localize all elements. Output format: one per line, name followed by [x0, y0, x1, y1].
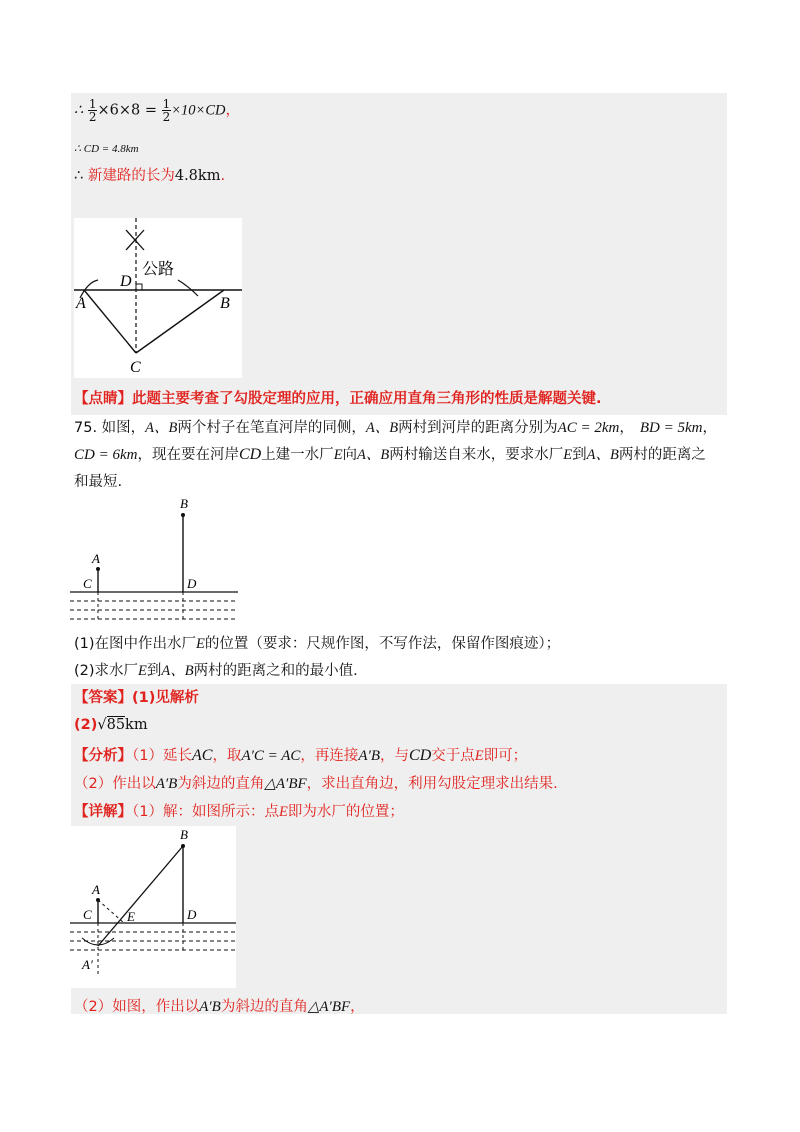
p-l2ab: A、B — [357, 447, 390, 463]
sub2-e: E — [138, 663, 147, 679]
p-l2g: 两村的距离之 — [618, 447, 706, 463]
an-l1d: ，与 — [380, 748, 410, 764]
p-bd: BD = 5km — [639, 420, 703, 436]
dianjing-text: 此题主要考查了勾股定理的应用，正确应用直角三角形的性质是解题关键. — [132, 391, 602, 407]
an-l1c: ，再连接 — [300, 748, 359, 764]
segment-ac — [84, 290, 136, 353]
label-c: C — [83, 576, 92, 591]
answer-radicand: 85 — [106, 717, 126, 733]
detail-line-1 — [74, 803, 404, 821]
label-b: B — [220, 295, 230, 312]
figure-construction — [70, 826, 236, 988]
p-l2f: 到 — [572, 447, 587, 463]
p-l1a: 如图， — [101, 420, 146, 436]
answer-line-2 — [74, 716, 148, 734]
an-l2a: （2）作出以 — [74, 776, 156, 792]
detail-line-2 — [74, 998, 365, 1016]
an-l1pe: E — [474, 748, 484, 764]
therefore-symbol-3: ∴ — [74, 168, 84, 184]
sub1-a: (1)在图中作出水厂 — [74, 636, 197, 652]
answer-part1: (1)见解析 — [132, 690, 199, 706]
p-cd: CD = 6km — [74, 447, 138, 463]
figure-construction-svg — [70, 826, 236, 988]
p-l2c: 向 — [342, 447, 358, 463]
arc-b — [178, 280, 198, 296]
segment-cb — [136, 290, 224, 353]
therefore-symbol: ∴ — [74, 102, 84, 119]
de-l1b: 即为水厂的位置； — [287, 804, 404, 820]
label-c: C — [130, 359, 141, 376]
subquestion-2 — [74, 662, 358, 680]
figure-river — [70, 495, 242, 625]
label-road: 公路 — [142, 259, 175, 278]
p-l2cd: CD — [238, 446, 262, 463]
answer-part2-prefix: (2) — [74, 717, 98, 733]
de-l1a: （1）解：如图所示：点 — [132, 804, 279, 820]
an-l1f: 即可； — [483, 748, 528, 764]
sub2-b: 到 — [146, 663, 162, 679]
p-l2e: E — [333, 447, 343, 463]
answer-line-1 — [74, 689, 199, 707]
an-l2ab: A′B — [155, 776, 178, 792]
analysis-line-1 — [74, 747, 527, 765]
conclusion-value: 4.8km — [174, 168, 221, 184]
right-angle-mark — [136, 284, 142, 290]
p-l2e2: E — [563, 447, 573, 463]
an-l1eq: A′C = AC — [241, 748, 301, 764]
figure-road — [74, 218, 242, 378]
analysis-line-2 — [74, 775, 558, 793]
de2-a: （2）如图，作出以 — [74, 999, 200, 1015]
label-d: D — [120, 273, 132, 290]
an-l1ac: AC — [191, 747, 213, 764]
label-e: E — [127, 909, 135, 924]
cd-result: CD = 4.8km — [83, 143, 139, 155]
conclusion-text: 新建路的长为 — [87, 168, 175, 184]
problem-line-2 — [74, 446, 706, 464]
point-a — [96, 567, 100, 571]
dianjing-line — [74, 390, 602, 408]
label-d: D — [187, 576, 197, 591]
p-l1b: A、B — [145, 420, 178, 436]
fraction-left: $\frac{1}{2}$ — [88, 97, 97, 124]
sub1-b: 的位置（要求：尺规作图，不写作法，保留作图痕迹）； — [204, 636, 561, 652]
equation-line-2 — [74, 142, 139, 155]
subquestion-1 — [74, 635, 560, 653]
sub2-c: 两村的距离之和的最小值. — [193, 663, 358, 679]
p-l1e: 两村到河岸的距离分别为 — [398, 420, 558, 436]
an-l2tri: △A′BF — [264, 776, 307, 792]
de2-c: ， — [350, 999, 365, 1015]
p-l1d: A、B — [365, 420, 399, 436]
label-a: A — [92, 551, 100, 566]
problem-number: 75. — [74, 420, 98, 436]
an-l1a: （1）延长 — [132, 748, 192, 764]
p-l3: 和最短. — [74, 474, 123, 490]
label-b: B — [180, 827, 188, 842]
an-l2b: 为斜边的直角 — [177, 776, 265, 792]
p-ac: AC = 2km — [557, 420, 620, 436]
de2-b: 为斜边的直角 — [220, 999, 308, 1015]
fraction-right: $\frac{1}{2}$ — [162, 97, 171, 124]
an-l1cd: CD — [409, 747, 432, 764]
an-l1ab: A′B — [358, 748, 381, 764]
an-l2c: ，求出直角边，利用勾股定理求出结果. — [306, 776, 558, 792]
p-sep2: ， — [702, 420, 717, 436]
p-l2b: 上建一水厂 — [261, 447, 334, 463]
therefore-symbol-2: ∴ — [74, 143, 81, 155]
sub2-a: (2)求水厂 — [74, 663, 139, 679]
equation-line-1 — [74, 98, 240, 123]
an-l1e: 交于点 — [431, 748, 475, 764]
answer-tag: 【答案】 — [74, 690, 132, 706]
analysis-tag: 【分析】 — [74, 748, 132, 764]
answer-sqrt: √85km — [97, 717, 148, 733]
label-c: C — [83, 907, 92, 922]
eq1-end: ， — [225, 102, 240, 119]
detail-tag: 【详解】 — [74, 804, 132, 820]
label-a: A — [92, 882, 100, 897]
sub2-ab: A、B — [161, 663, 194, 679]
de-l1e: E — [278, 804, 288, 820]
point-b — [181, 513, 185, 517]
p-l2d: 两村输送自来水，要求水厂 — [389, 447, 564, 463]
dianjing-tag: 【点睛】 — [74, 391, 132, 407]
eq1-left-rest: ×6×8 = — [97, 102, 157, 119]
an-l1b: ，取 — [212, 748, 242, 764]
eq1-right-rest: ×10×CD — [171, 102, 226, 119]
p-l2ab2: A、B — [586, 447, 619, 463]
answer-unit: km — [125, 717, 148, 733]
de2-ab: A′B — [199, 999, 221, 1015]
de2-tri: △A′BF — [307, 999, 351, 1015]
problem-line-1 — [74, 419, 717, 437]
p-l1c: 两个村子在笔直河岸的同侧， — [177, 420, 366, 436]
sub1-e: E — [196, 636, 205, 652]
label-a: A — [76, 295, 86, 312]
figure-road-svg — [74, 218, 242, 378]
label-b: B — [180, 496, 188, 511]
conclusion-end: . — [220, 168, 226, 184]
problem-line-3 — [74, 473, 122, 491]
segment-a-prime-b — [98, 846, 183, 946]
figure-river-svg — [70, 495, 242, 625]
label-d: D — [187, 907, 197, 922]
conclusion-line — [74, 167, 225, 185]
p-sep1: ， — [619, 420, 634, 436]
label-a-prime: A′ — [82, 957, 93, 972]
p-l2a: ，现在要在河岸 — [137, 447, 239, 463]
